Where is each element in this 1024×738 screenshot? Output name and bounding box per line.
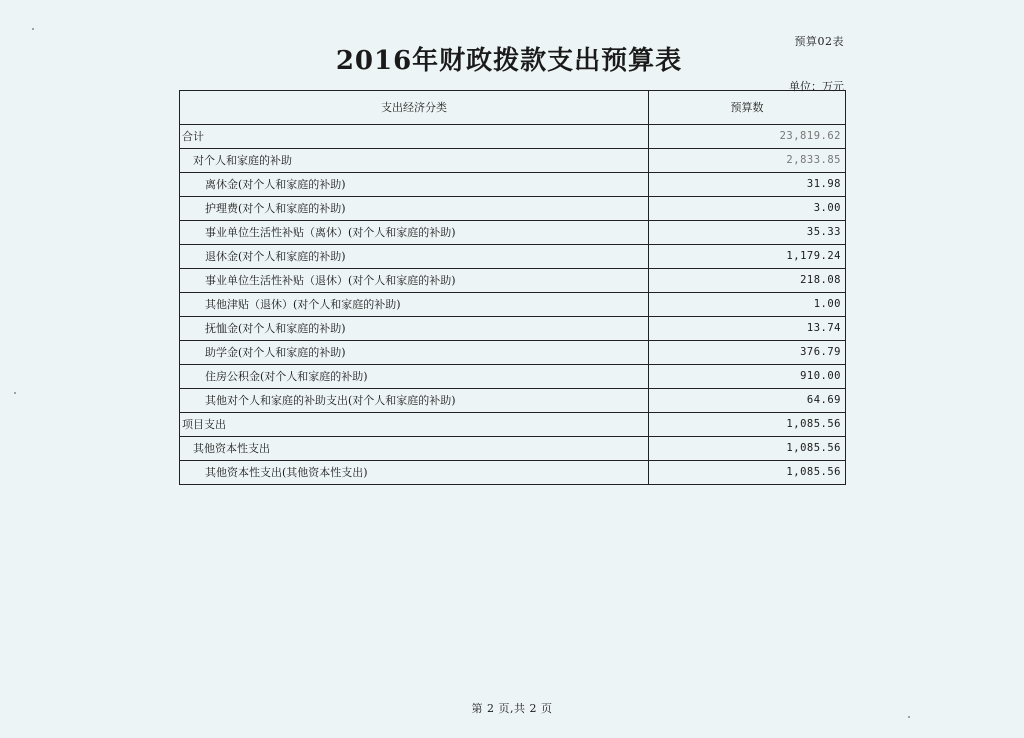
scan-speck xyxy=(32,28,34,30)
column-header-category: 支出经济分类 xyxy=(180,91,649,125)
table-row xyxy=(180,413,846,437)
scan-speck xyxy=(908,716,910,718)
row-category-label: 住房公积金(对个人和家庭的补助) xyxy=(180,365,649,389)
scan-speck xyxy=(14,392,16,394)
row-category-label: 其他资本性支出(其他资本性支出) xyxy=(180,461,649,485)
row-category-label: 事业单位生活性补贴（离休）(对个人和家庭的补助) xyxy=(180,221,649,245)
row-amount-value: 2,833.85 xyxy=(649,149,846,173)
document-title-text: 2016年财政拨款支出预算表 xyxy=(335,46,683,76)
row-category-label: 抚恤金(对个人和家庭的补助) xyxy=(180,317,649,341)
row-amount-value: 218.08 xyxy=(649,269,846,293)
row-amount-value: 1,179.24 xyxy=(649,245,846,269)
row-amount-value: 3.00 xyxy=(649,197,846,221)
budget-table xyxy=(179,90,846,485)
row-category-label: 其他津贴（退休）(对个人和家庭的补助) xyxy=(180,293,649,317)
row-category-label: 对个人和家庭的补助 xyxy=(180,149,649,173)
row-amount-value: 64.69 xyxy=(649,389,846,413)
table-row xyxy=(180,365,846,389)
row-category-label: 护理费(对个人和家庭的补助) xyxy=(180,197,649,221)
row-amount-value: 910.00 xyxy=(649,365,846,389)
table-row xyxy=(180,317,846,341)
table-row xyxy=(180,125,846,149)
row-category-label: 离休金(对个人和家庭的补助) xyxy=(180,173,649,197)
row-category-label: 事业单位生活性补贴（退休）(对个人和家庭的补助) xyxy=(180,269,649,293)
table-row xyxy=(180,437,846,461)
row-amount-value: 1,085.56 xyxy=(649,461,846,485)
table-row xyxy=(180,341,846,365)
page-number: 第 2 页,共 2 页 xyxy=(471,702,553,715)
row-category-label: 助学金(对个人和家庭的补助) xyxy=(180,341,649,365)
row-amount-value: 376.79 xyxy=(649,341,846,365)
table-row xyxy=(180,293,846,317)
table-body xyxy=(180,125,846,485)
form-code: 预算02表 xyxy=(794,35,844,48)
column-header-amount: 预算数 xyxy=(649,91,846,125)
table-row xyxy=(180,197,846,221)
row-category-label: 项目支出 xyxy=(180,413,649,437)
document-title xyxy=(0,40,1024,77)
row-amount-value: 1,085.56 xyxy=(649,413,846,437)
row-amount-value: 31.98 xyxy=(649,173,846,197)
table-row xyxy=(180,149,846,173)
row-category-label: 其他对个人和家庭的补助支出(对个人和家庭的补助) xyxy=(180,389,649,413)
table-row xyxy=(180,173,846,197)
row-amount-value: 35.33 xyxy=(649,221,846,245)
row-amount-value: 1.00 xyxy=(649,293,846,317)
row-amount-value: 13.74 xyxy=(649,317,846,341)
row-category-label: 退休金(对个人和家庭的补助) xyxy=(180,245,649,269)
table-row xyxy=(180,389,846,413)
table-row xyxy=(180,269,846,293)
row-amount-value: 23,819.62 xyxy=(649,125,846,149)
row-amount-value: 1,085.56 xyxy=(649,437,846,461)
table-row xyxy=(180,245,846,269)
row-category-label: 其他资本性支出 xyxy=(180,437,649,461)
table-row xyxy=(180,221,846,245)
unit-label: 单位：万元 xyxy=(789,80,844,93)
row-category-label: 合计 xyxy=(180,125,649,149)
table-row xyxy=(180,461,846,485)
table-header-row xyxy=(180,91,846,125)
